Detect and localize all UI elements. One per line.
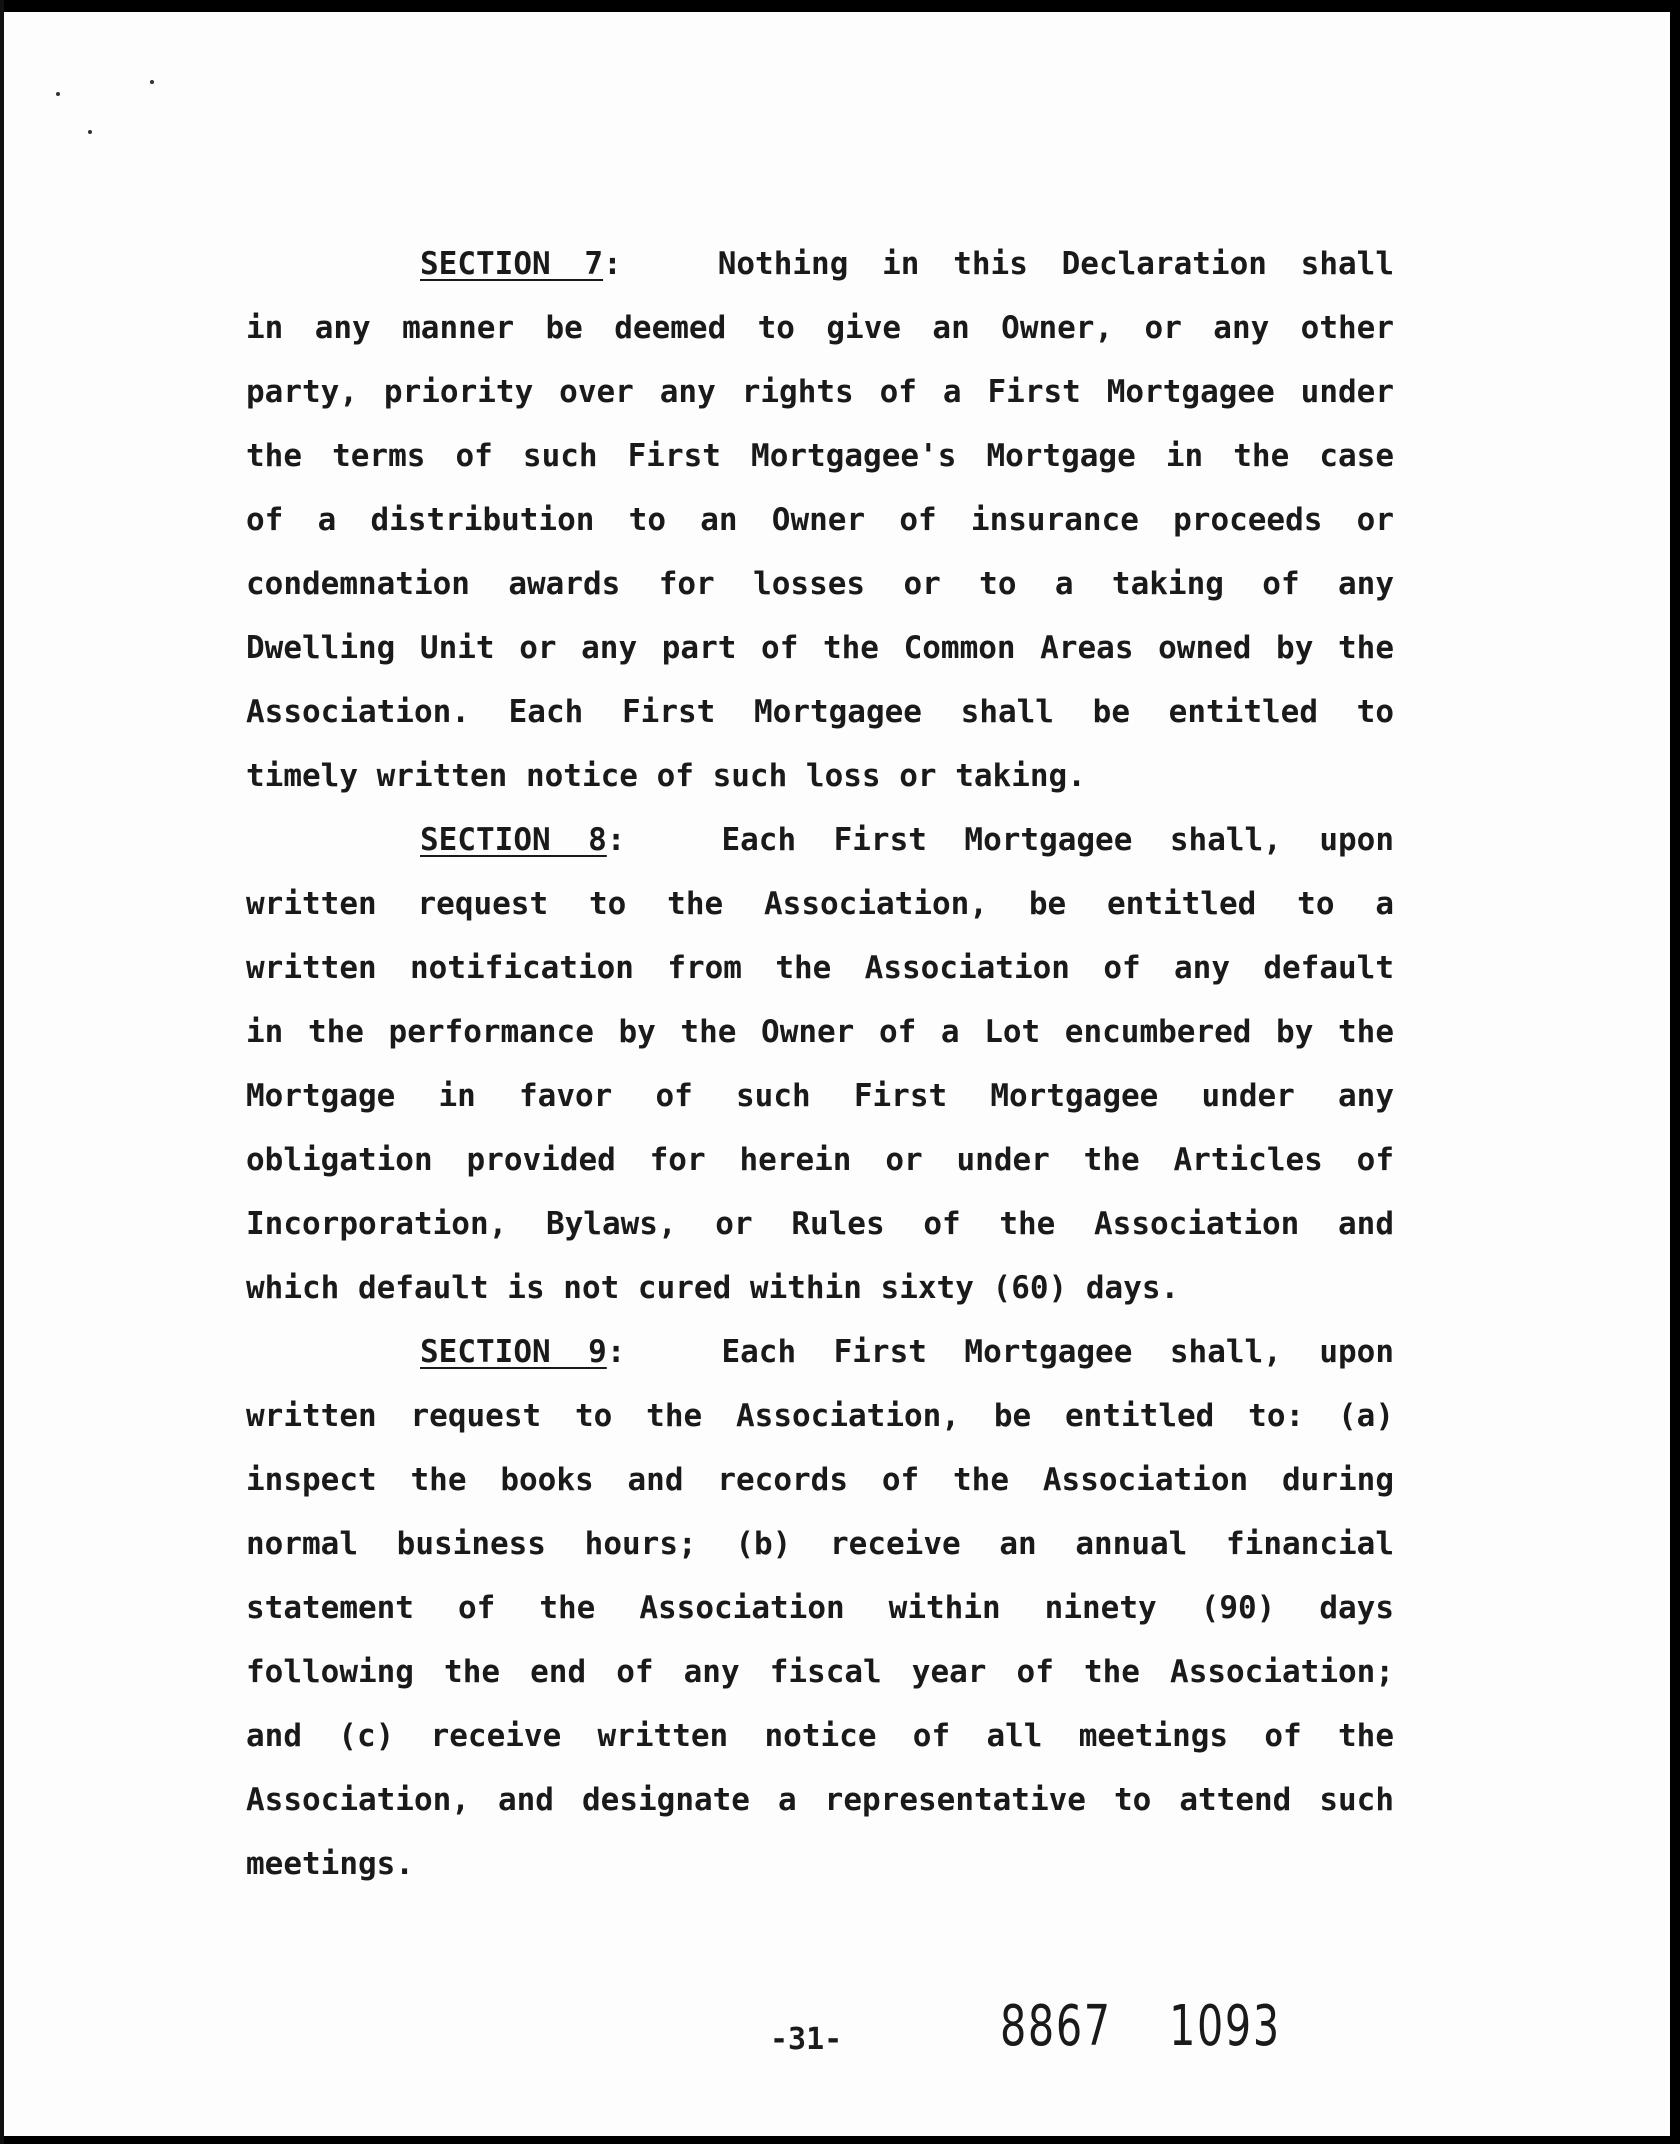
- section-8-line: Mortgage in favor of such First Mortgagee under any: [246, 1078, 1394, 1114]
- section-9-line: inspect the books and records of the Association during: [246, 1462, 1394, 1498]
- section-9-line: following the end of any fiscal year of the Association;: [246, 1654, 1394, 1690]
- section-8-heading: SECTION 8: [420, 822, 607, 858]
- section-9-heading: SECTION 9: [420, 1334, 607, 1370]
- section-8-line: obligation provided for herein or under the Articles of: [246, 1142, 1394, 1178]
- section-7-line: Dwelling Unit or any part of the Common Areas owned by the: [246, 630, 1394, 666]
- section-8-line: which default is not cured within sixty (60) days.: [246, 1270, 1180, 1306]
- stamp-page-number: 1093: [1169, 1994, 1281, 2059]
- section-8-line: written notification from the Association of any default: [246, 950, 1394, 986]
- section-7-line: timely written notice of such loss or taking.: [246, 758, 1086, 794]
- section-7-line: of a distribution to an Owner of insurance proceeds or: [246, 502, 1394, 538]
- section-8-line: written request to the Association, be entitled to a: [246, 886, 1394, 922]
- section-8-line: Incorporation, Bylaws, or Rules of the Association and: [246, 1206, 1394, 1242]
- section-7-line: Association. Each First Mortgagee shall be entitled to: [246, 694, 1394, 730]
- scan-border-left: [0, 0, 4, 2144]
- section-7-line: in any manner be deemed to give an Owner, or any other: [246, 310, 1394, 346]
- scan-speck: [88, 130, 92, 134]
- section-9-line: statement of the Association within ninety (90) days: [246, 1590, 1394, 1626]
- scan-speck: [56, 92, 60, 96]
- stamp-book-number: 8867: [1000, 1994, 1112, 2059]
- section-7-line: the terms of such First Mortgagee's Mortgage in the case: [246, 438, 1394, 474]
- section-7-line: party, priority over any rights of a First Mortgagee under: [246, 374, 1394, 410]
- scan-border-bottom: [0, 2136, 1680, 2144]
- recording-stamp: [1000, 1994, 1281, 2059]
- section-9-line: normal business hours; (b) receive an annual financial: [246, 1526, 1394, 1562]
- section-9-line: Association, and designate a representative to attend such: [246, 1782, 1394, 1818]
- section-7-line: condemnation awards for losses or to a taking of any: [246, 566, 1394, 602]
- section-7-heading: SECTION 7: [420, 246, 604, 282]
- scan-speck: [150, 80, 154, 84]
- section-7-first-line: SECTION 7: Nothing in this Declaration shall: [420, 246, 1394, 282]
- section-8-line: in the performance by the Owner of a Lot encumbered by the: [246, 1014, 1394, 1050]
- section-8-first-line: SECTION 8: Each First Mortgagee shall, upon: [420, 822, 1394, 858]
- section-9-line: written request to the Association, be entitled to: (a): [246, 1398, 1394, 1434]
- scan-border-right: [1670, 0, 1680, 2144]
- section-9-line: and (c) receive written notice of all meetings of the: [246, 1718, 1394, 1754]
- scan-border-top: [0, 0, 1680, 12]
- document-body: [246, 232, 1394, 1896]
- page-number: -31-: [770, 2022, 843, 2057]
- section-9-first-line: SECTION 9: Each First Mortgagee shall, upon: [420, 1334, 1394, 1370]
- section-9-line: meetings.: [246, 1846, 414, 1882]
